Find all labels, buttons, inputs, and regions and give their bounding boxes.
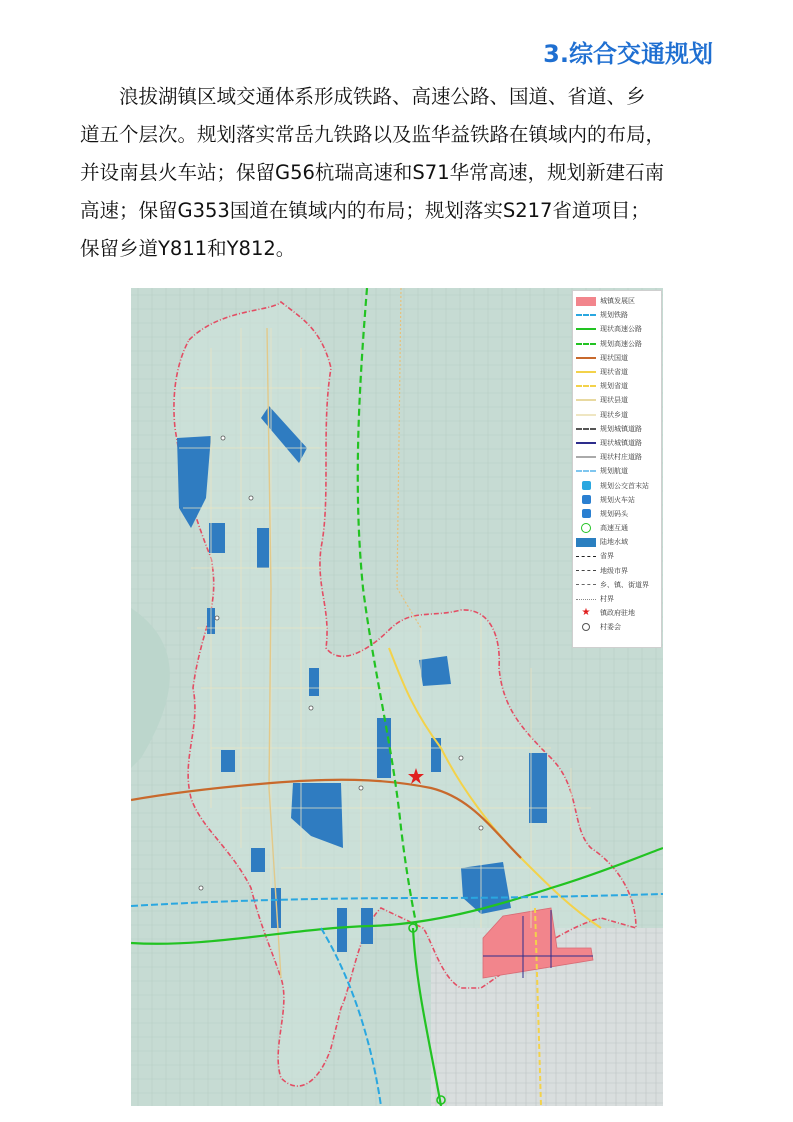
- paragraph-line: 并设南县火车站；保留G56杭瑞高速和S71华常高速，规划新建石南: [80, 161, 665, 184]
- legend-item: [576, 379, 658, 393]
- traffic-plan-map: [131, 288, 663, 1106]
- legend-item: [576, 578, 658, 592]
- legend-item: [576, 507, 658, 521]
- legend-item: [576, 337, 658, 351]
- legend-item: [576, 535, 658, 549]
- legend-symbol-icon: [576, 580, 596, 590]
- legend-item: [576, 592, 658, 606]
- legend-symbol-icon: [576, 296, 596, 306]
- legend-symbol-icon: [576, 353, 596, 363]
- legend-label: 现状国道: [600, 353, 628, 362]
- legend-symbol-icon: [576, 566, 596, 576]
- page-heading: 3.综合交通规划: [543, 40, 713, 68]
- legend-item: [576, 549, 658, 563]
- legend-item: [576, 478, 658, 492]
- legend-item: [576, 493, 658, 507]
- legend-label: 镇政府驻地: [600, 609, 635, 618]
- legend-item: [576, 308, 658, 322]
- legend-item: [576, 620, 658, 634]
- legend-symbol-icon: [576, 438, 596, 448]
- legend-label: 规划火车站: [600, 495, 635, 504]
- legend-label: 现状村庄道路: [600, 453, 642, 462]
- paragraph-line: 道五个层次。规划落实常岳九铁路以及监华益铁路在镇域内的布局，: [80, 123, 666, 146]
- legend-symbol-icon: [576, 594, 596, 604]
- legend-item: [576, 365, 658, 379]
- paragraph-line: 浪拔湖镇区域交通体系形成铁路、高速公路、国道、省道、乡: [119, 85, 646, 108]
- legend-symbol-icon: [576, 424, 596, 434]
- legend-item: [576, 464, 658, 478]
- legend-label: 规划码头: [600, 509, 628, 518]
- legend-symbol-icon: [576, 481, 596, 491]
- legend-symbol-icon: [576, 381, 596, 391]
- legend-label: 地级市界: [600, 566, 628, 575]
- legend-label: 现状乡道: [600, 410, 628, 419]
- legend-symbol-icon: [576, 495, 596, 505]
- legend-label: 陆地水域: [600, 538, 628, 547]
- legend-symbol-icon: [576, 452, 596, 462]
- legend-symbol-icon: [576, 310, 596, 320]
- legend-label: 规划航道: [600, 467, 628, 476]
- body-paragraph: [80, 78, 720, 268]
- legend-symbol-icon: [576, 367, 596, 377]
- legend-symbol-icon: ★: [581, 607, 591, 619]
- legend-label: 高速互通: [600, 524, 628, 533]
- legend-symbol-icon: [576, 324, 596, 334]
- legend-label: 现状省道: [600, 368, 628, 377]
- legend-label: 村委会: [600, 623, 621, 632]
- legend-symbol-icon: [576, 395, 596, 405]
- legend-item: [576, 393, 658, 407]
- legend-symbol-icon: [576, 523, 596, 533]
- legend-label: 现状城镇道路: [600, 438, 642, 447]
- legend-symbol-icon: [576, 509, 596, 519]
- legend-label: 村界: [600, 595, 614, 604]
- legend-label: 现状县道: [600, 396, 628, 405]
- legend-item: [576, 564, 658, 578]
- legend-item: [576, 408, 658, 422]
- legend-symbol-icon: [576, 622, 596, 632]
- paragraph-line: 高速；保留G353国道在镇域内的布局；规划落实S217省道项目；: [80, 199, 650, 222]
- legend-item: [576, 294, 658, 308]
- legend-label: 城镇发展区: [600, 297, 635, 306]
- paragraph-line: 保留乡道Y811和Y812。: [80, 237, 296, 260]
- legend-item: [576, 450, 658, 464]
- legend-label: 现状高速公路: [600, 325, 642, 334]
- legend-symbol-icon: [576, 551, 596, 561]
- legend-label: 省界: [600, 552, 614, 561]
- legend-item: [576, 422, 658, 436]
- legend-label: 规划铁路: [600, 311, 628, 320]
- legend-label: 规划城镇道路: [600, 424, 642, 433]
- legend-label: 规划高速公路: [600, 339, 642, 348]
- legend-label: 规划省道: [600, 382, 628, 391]
- legend-item: [576, 322, 658, 336]
- legend-symbol-icon: [576, 537, 596, 547]
- legend-item: [576, 606, 658, 620]
- legend-symbol-icon: [576, 339, 596, 349]
- map-legend: [572, 290, 662, 648]
- legend-symbol-icon: [576, 410, 596, 420]
- legend-item: [576, 351, 658, 365]
- legend-symbol-icon: [576, 466, 596, 476]
- legend-item: [576, 436, 658, 450]
- legend-item: [576, 521, 658, 535]
- legend-label: 乡、镇、街道界: [600, 580, 649, 589]
- legend-label: 规划公交首末站: [600, 481, 649, 490]
